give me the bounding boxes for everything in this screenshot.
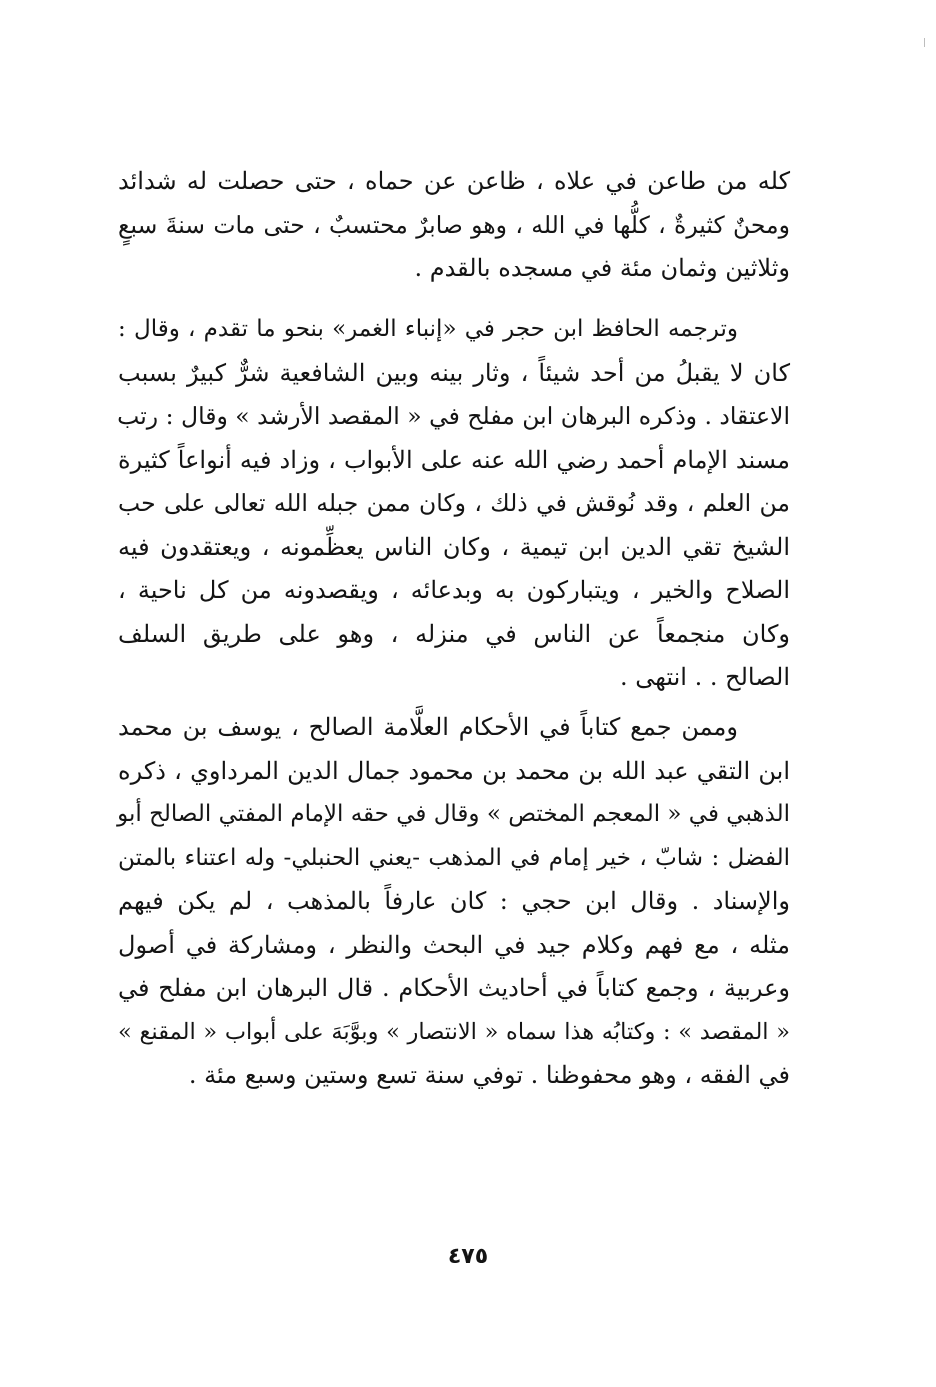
- paragraph-3: [118, 706, 790, 1098]
- text-line: الاعتقاد . وذكره البرهان ابن مفلح في « المقصد الأرشد » وقال : رتب: [117, 402, 790, 430]
- text-line: وثلاثين وثمان مئة في مسجده بالقدم .: [414, 254, 790, 282]
- text-line: ابن التقي عبد الله بن محمد بن محمود جمال الدين المرداوي ، ذكره: [118, 756, 790, 785]
- text-line: الفضل : شابّ ، خير إمام في المذهب -يعني الحنبلي- وله اعتناء بالمتن: [118, 844, 790, 871]
- page-number: ٤٧٥: [447, 1244, 489, 1269]
- paragraph-2: [118, 308, 790, 700]
- text-line: وترجمه الحافظ ابن حجر في «إنباء الغمر» بنحو ما تقدم ، وقال :: [118, 316, 738, 342]
- text-line: الشيخ تقي الدين ابن تيمية ، وكان الناس يعظِّمونه ، ويعتقدون فيه: [118, 532, 790, 561]
- text-line: والإسناد . وقال ابن حجي : كان عارفاً بالمذهب ، لم يكن فيهم: [118, 887, 790, 915]
- text-line: الصلاح والخير ، ويتباركون به وبدعائه ، ويقصدونه من كل ناحية ،: [118, 576, 790, 604]
- text-line: من العلم ، وقد نُوقش في ذلك ، وكان ممن جبله الله تعالى على حب: [118, 489, 790, 517]
- text-line: وممن جمع كتاباً في الأحكام العلَّامة الصالح ، يوسف بن محمد: [118, 713, 738, 741]
- text-line: مثله ، مع فهم وكلام جيد في البحث والنظر ، ومشاركة في أصول: [118, 930, 790, 959]
- text-line: كان لا يقبلُ من أحد شيئاً ، وثار بينه وبين الشافعية شرٌّ كبيرٌ بسبب: [118, 358, 790, 387]
- text-line: مسند الإمام أحمد رضي الله عنه على الأبواب ، وزاد فيه أنواعاً كثيرة: [118, 445, 790, 474]
- scan-mark: [924, 38, 925, 47]
- text-line: « المقصد » : وكتابُه هذا سماه « الانتصار » وبوَّبَهَ على أبواب « المقنع »: [118, 1018, 790, 1045]
- text-line: ومحنٌ كثيرةٌ ، كلُّها في الله ، وهو صابرٌ محتسبٌ ، حتى مات سنةَ سبعٍ: [118, 210, 790, 239]
- text-line: وعربية ، وجمع كتاباً في أحاديث الأحكام . قال البرهان ابن مفلح في: [118, 974, 790, 1002]
- text-line: الذهبي في « المعجم المختص » وقال في حقه الإمام المفتي الصالح أبو: [117, 801, 790, 827]
- text-line: وكان منجمعاً عن الناس في منزله ، وهو على طريق السلف: [118, 619, 790, 648]
- paragraph-1: [118, 160, 790, 291]
- text-line: في الفقه ، وهو محفوظنا . توفي سنة تسع وستين وسبع مئة .: [188, 1061, 790, 1089]
- text-line: كله من طاعن في علاه ، ظاعن عن حماه ، حتى حصلت له شدائد: [118, 167, 790, 195]
- text-line: الصالح . . انتهى .: [620, 663, 790, 691]
